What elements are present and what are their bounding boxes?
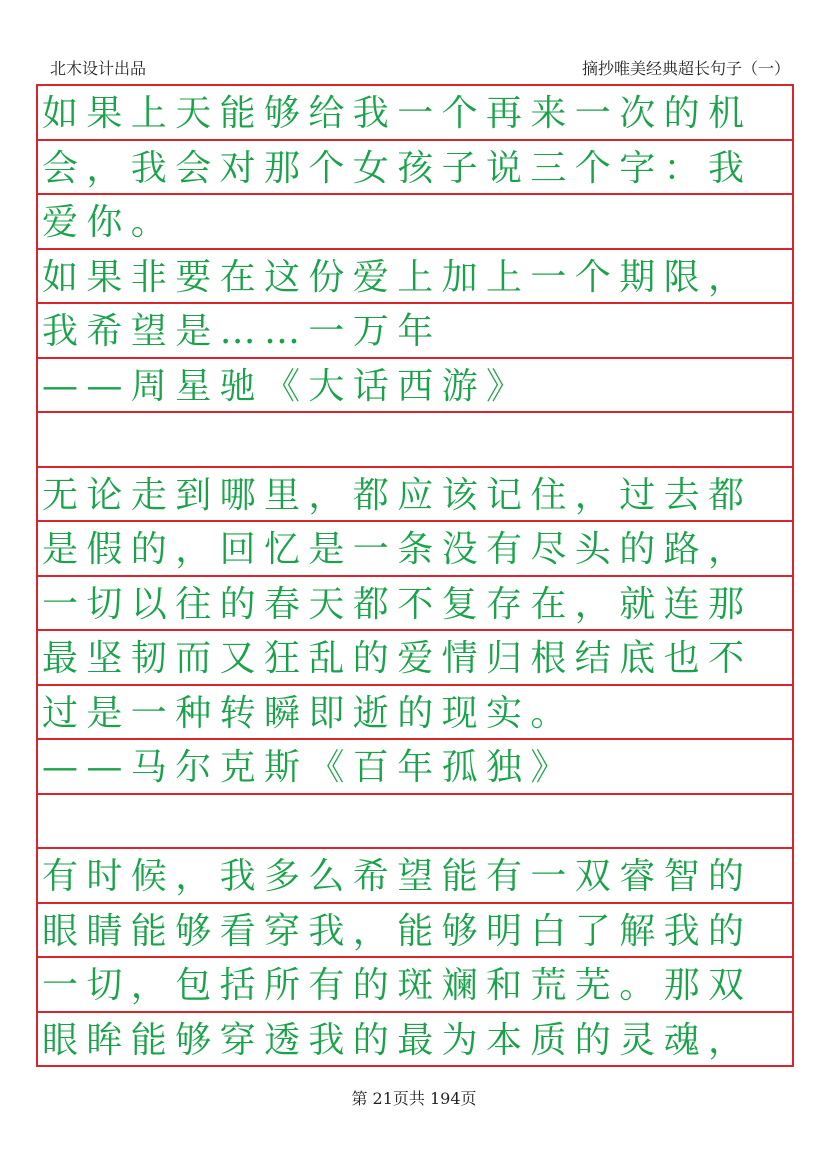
grid-row	[38, 795, 792, 850]
handwritten-line: 是假的，回忆是一条没有尽头的路，	[42, 529, 753, 570]
grid-row	[38, 195, 792, 250]
handwritten-line: ——周星驰《大话西游》	[42, 365, 531, 407]
handwritten-line: 过是一种转瞬即逝的现实。	[42, 692, 575, 734]
page-number: 第 21页共 194页	[351, 1089, 477, 1108]
document-title: 摘抄唯美经典超长句子（一）	[581, 59, 790, 78]
grid-row	[38, 958, 792, 1013]
handwritten-line: 如果非要在这份爱上加上一个期限，	[42, 256, 753, 298]
grid-row	[38, 86, 792, 141]
grid-row	[38, 141, 792, 196]
handwritten-line: ——马尔克斯《百年孤独》	[42, 747, 575, 788]
publisher-label: 北木设计出品	[50, 59, 147, 78]
handwritten-line: 眼睛能够看穿我，能够明白了解我的	[42, 910, 753, 952]
handwritten-line: 爱你。	[42, 202, 176, 243]
handwritten-line: 一切以往的春天都不复存在，就连那	[42, 583, 753, 625]
grid-row	[38, 359, 792, 414]
grid-row	[38, 631, 792, 686]
grid-row	[38, 577, 792, 632]
handwritten-line: 一切，包括所有的斑斓和荒芜。那双	[42, 965, 753, 1006]
grid-row	[38, 413, 792, 468]
grid-row	[38, 304, 792, 359]
grid-row	[38, 1013, 792, 1068]
handwritten-line: 有时候，我多么希望能有一双睿智的	[42, 856, 753, 897]
handwritten-line: 会，我会对那个女孩子说三个字：我	[42, 147, 753, 189]
grid-row	[38, 250, 792, 305]
grid-row	[38, 468, 792, 523]
writing-grid	[36, 84, 794, 1067]
grid-row	[38, 849, 792, 904]
grid-row	[38, 686, 792, 741]
handwritten-line: 眼眸能够穿透我的最为本质的灵魂，	[42, 1019, 753, 1061]
handwritten-line: 如果上天能够给我一个再来一次的机	[42, 93, 753, 134]
grid-row	[38, 740, 792, 795]
handwritten-line: 最坚韧而又狂乱的爱情归根结底也不	[42, 638, 753, 679]
grid-row	[38, 522, 792, 577]
handwritten-line: 无论走到哪里，都应该记住，过去都	[42, 474, 753, 516]
handwritten-line: 我希望是……一万年	[42, 311, 442, 352]
grid-row	[38, 904, 792, 959]
